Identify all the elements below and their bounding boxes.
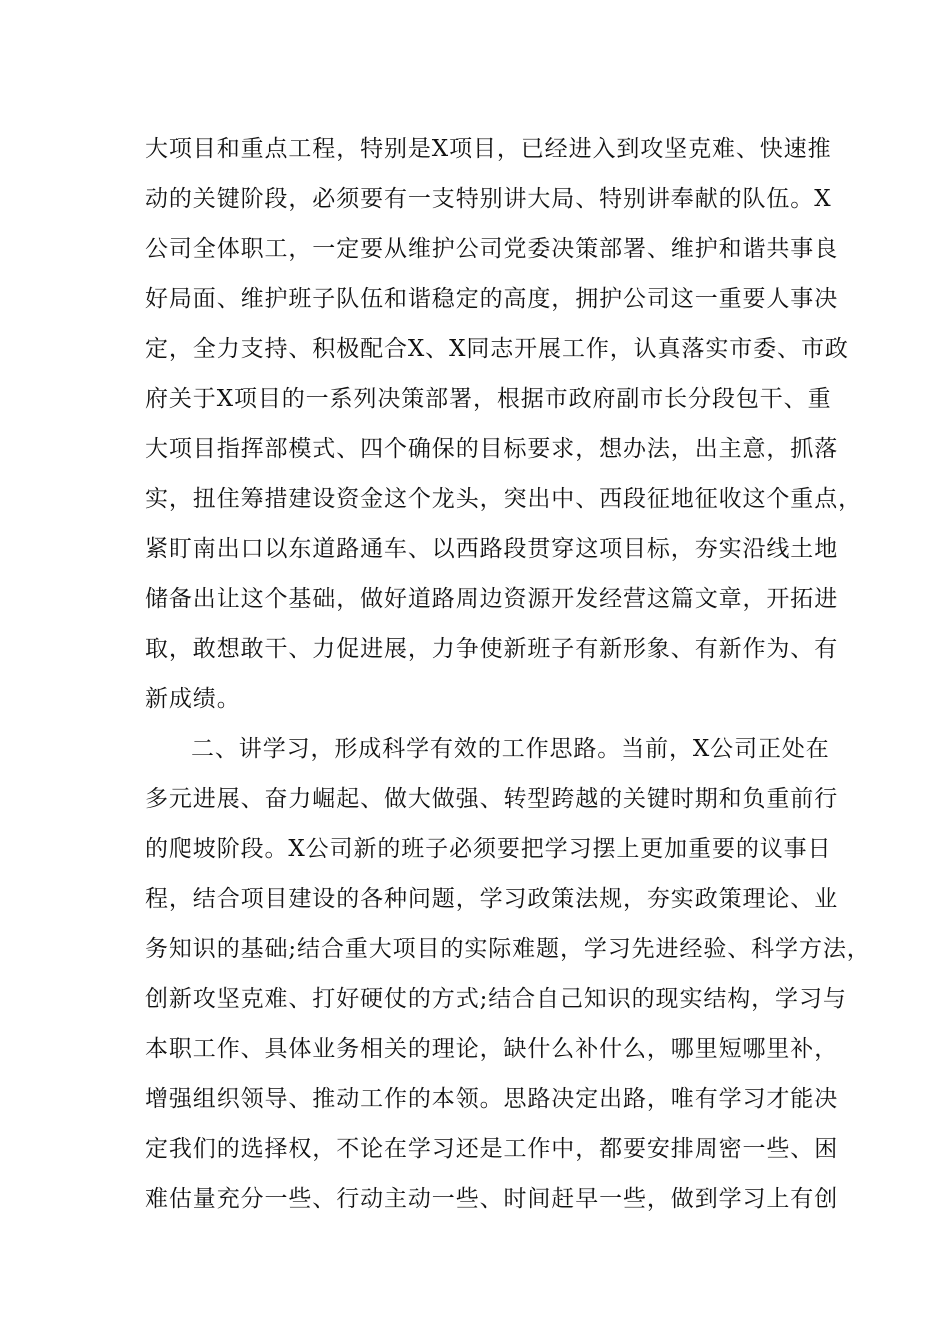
text-line: 实，扭住筹措建设资金这个龙头，突出中、西段征地征收这个重点，: [145, 486, 862, 512]
text-line: 大项目和重点工程，特别是X项目，已经进入到攻坚克难、快速推: [145, 136, 832, 162]
text-line: 储备出让这个基础，做好道路周边资源开发经营这篇文章，开拓进: [145, 586, 839, 612]
text-line: 定我们的选择权，不论在学习还是工作中，都要安排周密一些、困: [145, 1136, 839, 1162]
text-line: 新成绩。: [145, 686, 241, 712]
text-line: 的爬坡阶段。X公司新的班子必须要把学习摆上更加重要的议事日: [145, 836, 832, 862]
text-line: 程，结合项目建设的各种问题，学习政策法规，夯实政策理论、业: [145, 886, 839, 912]
text-line: 务知识的基础;结合重大项目的实际难题，学习先进经验、科学方法，: [145, 936, 871, 962]
text-line: 定，全力支持、积极配合X、X同志开展工作，认真落实市委、市政: [145, 336, 849, 362]
text-line: 动的关键阶段，必须要有一支特别讲大局、特别讲奉献的队伍。X: [145, 186, 832, 212]
text-line: 好局面、维护班子队伍和谐稳定的高度，拥护公司这一重要人事决: [145, 286, 839, 312]
text-line: 增强组织领导、推动工作的本领。思路决定出路，唯有学习才能决: [145, 1086, 839, 1112]
text-line: 大项目指挥部模式、四个确保的目标要求，想办法，出主意，抓落: [145, 436, 839, 462]
text-line: 难估量充分一些、行动主动一些、时间赶早一些，做到学习上有创: [145, 1186, 839, 1212]
text-line: 创新攻坚克难、打好硬仗的方式;结合自己知识的现实结构，学习与: [145, 986, 847, 1012]
text-line: 紧盯南出口以东道路通车、以西路段贯穿这项目标，夯实沿线土地: [145, 536, 839, 562]
text-line: 本职工作、具体业务相关的理论，缺什么补什么，哪里短哪里补，: [145, 1036, 839, 1062]
text-line: 府关于X项目的一系列决策部署，根据市政府副市长分段包干、重: [145, 386, 832, 412]
text-line: 取，敢想敢干、力促进展，力争使新班子有新形象、有新作为、有: [145, 636, 839, 662]
text-line: 公司全体职工，一定要从维护公司党委决策部署、维护和谐共事良: [145, 236, 839, 262]
text-line: 二、讲学习，形成科学有效的工作思路。当前，X公司正处在: [191, 736, 830, 762]
text-line: 多元进展、奋力崛起、做大做强、转型跨越的关键时期和负重前行: [145, 786, 839, 812]
